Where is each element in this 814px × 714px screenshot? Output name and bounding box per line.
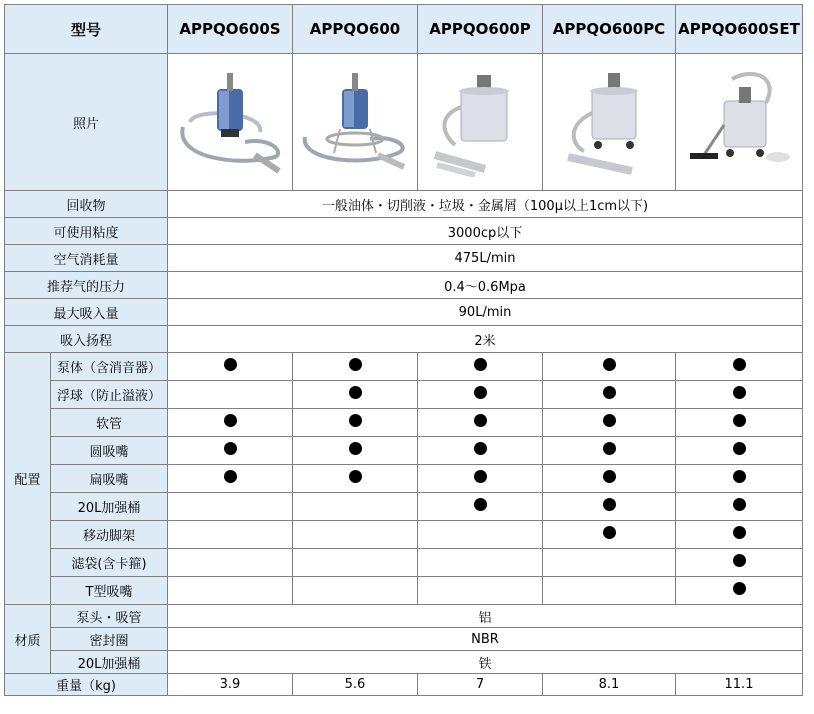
vacuum-pump-stand-icon — [293, 54, 418, 191]
config-mark-cell — [676, 353, 803, 381]
config-item-label: 移动脚架 — [51, 521, 168, 549]
table-row — [5, 674, 803, 696]
config-mark-cell — [418, 409, 543, 437]
included-dot-icon — [733, 582, 746, 595]
table-row — [5, 353, 803, 381]
model-name: APPQO600PC — [543, 5, 676, 54]
config-mark-cell — [293, 437, 418, 465]
config-mark-cell — [543, 493, 676, 521]
config-mark-cell — [418, 549, 543, 577]
config-mark-cell — [293, 549, 418, 577]
table-row — [5, 54, 803, 191]
material-value: NBR — [168, 628, 803, 651]
config-mark-cell — [418, 493, 543, 521]
included-dot-icon — [474, 414, 487, 427]
table-row — [5, 521, 803, 549]
config-mark-cell — [168, 381, 293, 409]
config-mark-cell — [418, 353, 543, 381]
vacuum-drum-set-icon — [676, 54, 803, 191]
included-dot-icon — [603, 358, 616, 371]
model-name: APPQO600S — [168, 5, 293, 54]
included-dot-icon — [603, 414, 616, 427]
config-mark-cell — [418, 577, 543, 605]
model-name: APPQO600 — [293, 5, 418, 54]
included-dot-icon — [474, 386, 487, 399]
table-row — [5, 381, 803, 409]
spec-label: 回收物 — [5, 191, 168, 218]
config-mark-cell — [168, 353, 293, 381]
included-dot-icon — [603, 386, 616, 399]
included-dot-icon — [733, 470, 746, 483]
vacuum-pump-hose-icon — [168, 54, 293, 191]
spec-label: 最大吸入量 — [5, 299, 168, 326]
included-dot-icon — [733, 358, 746, 371]
included-dot-icon — [733, 498, 746, 511]
included-dot-icon — [603, 498, 616, 511]
included-dot-icon — [224, 358, 237, 371]
table-row — [5, 326, 803, 353]
config-mark-cell — [168, 521, 293, 549]
weight-value: 8.1 — [543, 674, 676, 696]
material-item-label: 密封圈 — [51, 628, 168, 651]
table-row — [5, 605, 803, 628]
included-dot-icon — [733, 554, 746, 567]
table-row — [5, 218, 803, 245]
vacuum-drum-cart-icon — [543, 54, 676, 191]
table-row — [5, 493, 803, 521]
included-dot-icon — [224, 470, 237, 483]
config-mark-cell — [418, 465, 543, 493]
config-mark-cell — [543, 577, 676, 605]
config-mark-cell — [676, 437, 803, 465]
included-dot-icon — [349, 386, 362, 399]
table-row — [5, 409, 803, 437]
model-name: APPQO600SET — [676, 5, 803, 54]
config-item-label: T型吸嘴 — [51, 577, 168, 605]
model-name: APPQO600P — [418, 5, 543, 54]
table-row — [5, 628, 803, 651]
table-row — [5, 549, 803, 577]
photo-label: 照片 — [5, 54, 168, 191]
config-mark-cell — [293, 381, 418, 409]
config-item-label: 浮球（防止溢液） — [51, 381, 168, 409]
material-value: 铝 — [168, 605, 803, 628]
table-row — [5, 651, 803, 674]
config-mark-cell — [543, 353, 676, 381]
spec-label: 吸入扬程 — [5, 326, 168, 353]
included-dot-icon — [474, 498, 487, 511]
config-mark-cell — [676, 521, 803, 549]
config-mark-cell — [168, 577, 293, 605]
config-item-label: 20L加强桶 — [51, 493, 168, 521]
weight-value: 5.6 — [293, 674, 418, 696]
spec-label: 可使用粘度 — [5, 218, 168, 245]
config-mark-cell — [676, 577, 803, 605]
config-mark-cell — [676, 409, 803, 437]
config-group-label: 配置 — [5, 353, 51, 605]
config-mark-cell — [676, 493, 803, 521]
spec-label: 空气消耗量 — [5, 245, 168, 272]
table-row — [5, 245, 803, 272]
included-dot-icon — [733, 442, 746, 455]
spec-table — [4, 4, 803, 696]
table-row — [5, 437, 803, 465]
config-mark-cell — [543, 409, 676, 437]
material-item-label: 泵头・吸管 — [51, 605, 168, 628]
included-dot-icon — [474, 470, 487, 483]
config-mark-cell — [168, 409, 293, 437]
spec-value: 475L/min — [168, 245, 803, 272]
config-item-label: 圆吸嘴 — [51, 437, 168, 465]
material-group-label: 材质 — [5, 605, 51, 674]
config-mark-cell — [168, 493, 293, 521]
config-item-label: 软管 — [51, 409, 168, 437]
included-dot-icon — [474, 358, 487, 371]
included-dot-icon — [733, 526, 746, 539]
included-dot-icon — [603, 526, 616, 539]
included-dot-icon — [349, 358, 362, 371]
included-dot-icon — [224, 414, 237, 427]
table-row — [5, 577, 803, 605]
weight-label: 重量（kg) — [5, 674, 168, 696]
table-row — [5, 5, 803, 54]
included-dot-icon — [733, 414, 746, 427]
included-dot-icon — [349, 470, 362, 483]
weight-value: 7 — [418, 674, 543, 696]
config-mark-cell — [676, 465, 803, 493]
weight-value: 11.1 — [676, 674, 803, 696]
spec-value: 2米 — [168, 326, 803, 353]
config-mark-cell — [293, 577, 418, 605]
config-item-label: 泵体（含消音器） — [51, 353, 168, 381]
spec-label: 推荐气的压力 — [5, 272, 168, 299]
config-mark-cell — [168, 437, 293, 465]
config-mark-cell — [168, 465, 293, 493]
config-mark-cell — [543, 465, 676, 493]
vacuum-drum-icon — [418, 54, 543, 191]
included-dot-icon — [474, 442, 487, 455]
config-mark-cell — [676, 381, 803, 409]
config-mark-cell — [543, 521, 676, 549]
config-mark-cell — [418, 437, 543, 465]
config-mark-cell — [418, 521, 543, 549]
table-row — [5, 191, 803, 218]
config-mark-cell — [543, 549, 676, 577]
included-dot-icon — [349, 414, 362, 427]
included-dot-icon — [603, 470, 616, 483]
spec-value: 一般油体・切削液・垃圾・金属屑（100μ以上1cm以下) — [168, 191, 803, 218]
config-mark-cell — [543, 381, 676, 409]
config-mark-cell — [543, 437, 676, 465]
config-mark-cell — [293, 521, 418, 549]
spec-value: 0.4～0.6Mpa — [168, 272, 803, 299]
included-dot-icon — [603, 442, 616, 455]
config-mark-cell — [168, 549, 293, 577]
included-dot-icon — [733, 386, 746, 399]
table-row — [5, 272, 803, 299]
material-item-label: 20L加强桶 — [51, 651, 168, 674]
config-mark-cell — [676, 549, 803, 577]
config-mark-cell — [418, 381, 543, 409]
config-item-label: 滤袋(含卡箍) — [51, 549, 168, 577]
spec-value: 90L/min — [168, 299, 803, 326]
config-mark-cell — [293, 493, 418, 521]
included-dot-icon — [224, 442, 237, 455]
spec-value: 3000cp以下 — [168, 218, 803, 245]
config-item-label: 扁吸嘴 — [51, 465, 168, 493]
config-mark-cell — [293, 465, 418, 493]
table-row — [5, 465, 803, 493]
weight-value: 3.9 — [168, 674, 293, 696]
table-row — [5, 299, 803, 326]
included-dot-icon — [349, 442, 362, 455]
config-mark-cell — [293, 353, 418, 381]
material-value: 铁 — [168, 651, 803, 674]
model-label: 型号 — [5, 5, 168, 54]
config-mark-cell — [293, 409, 418, 437]
